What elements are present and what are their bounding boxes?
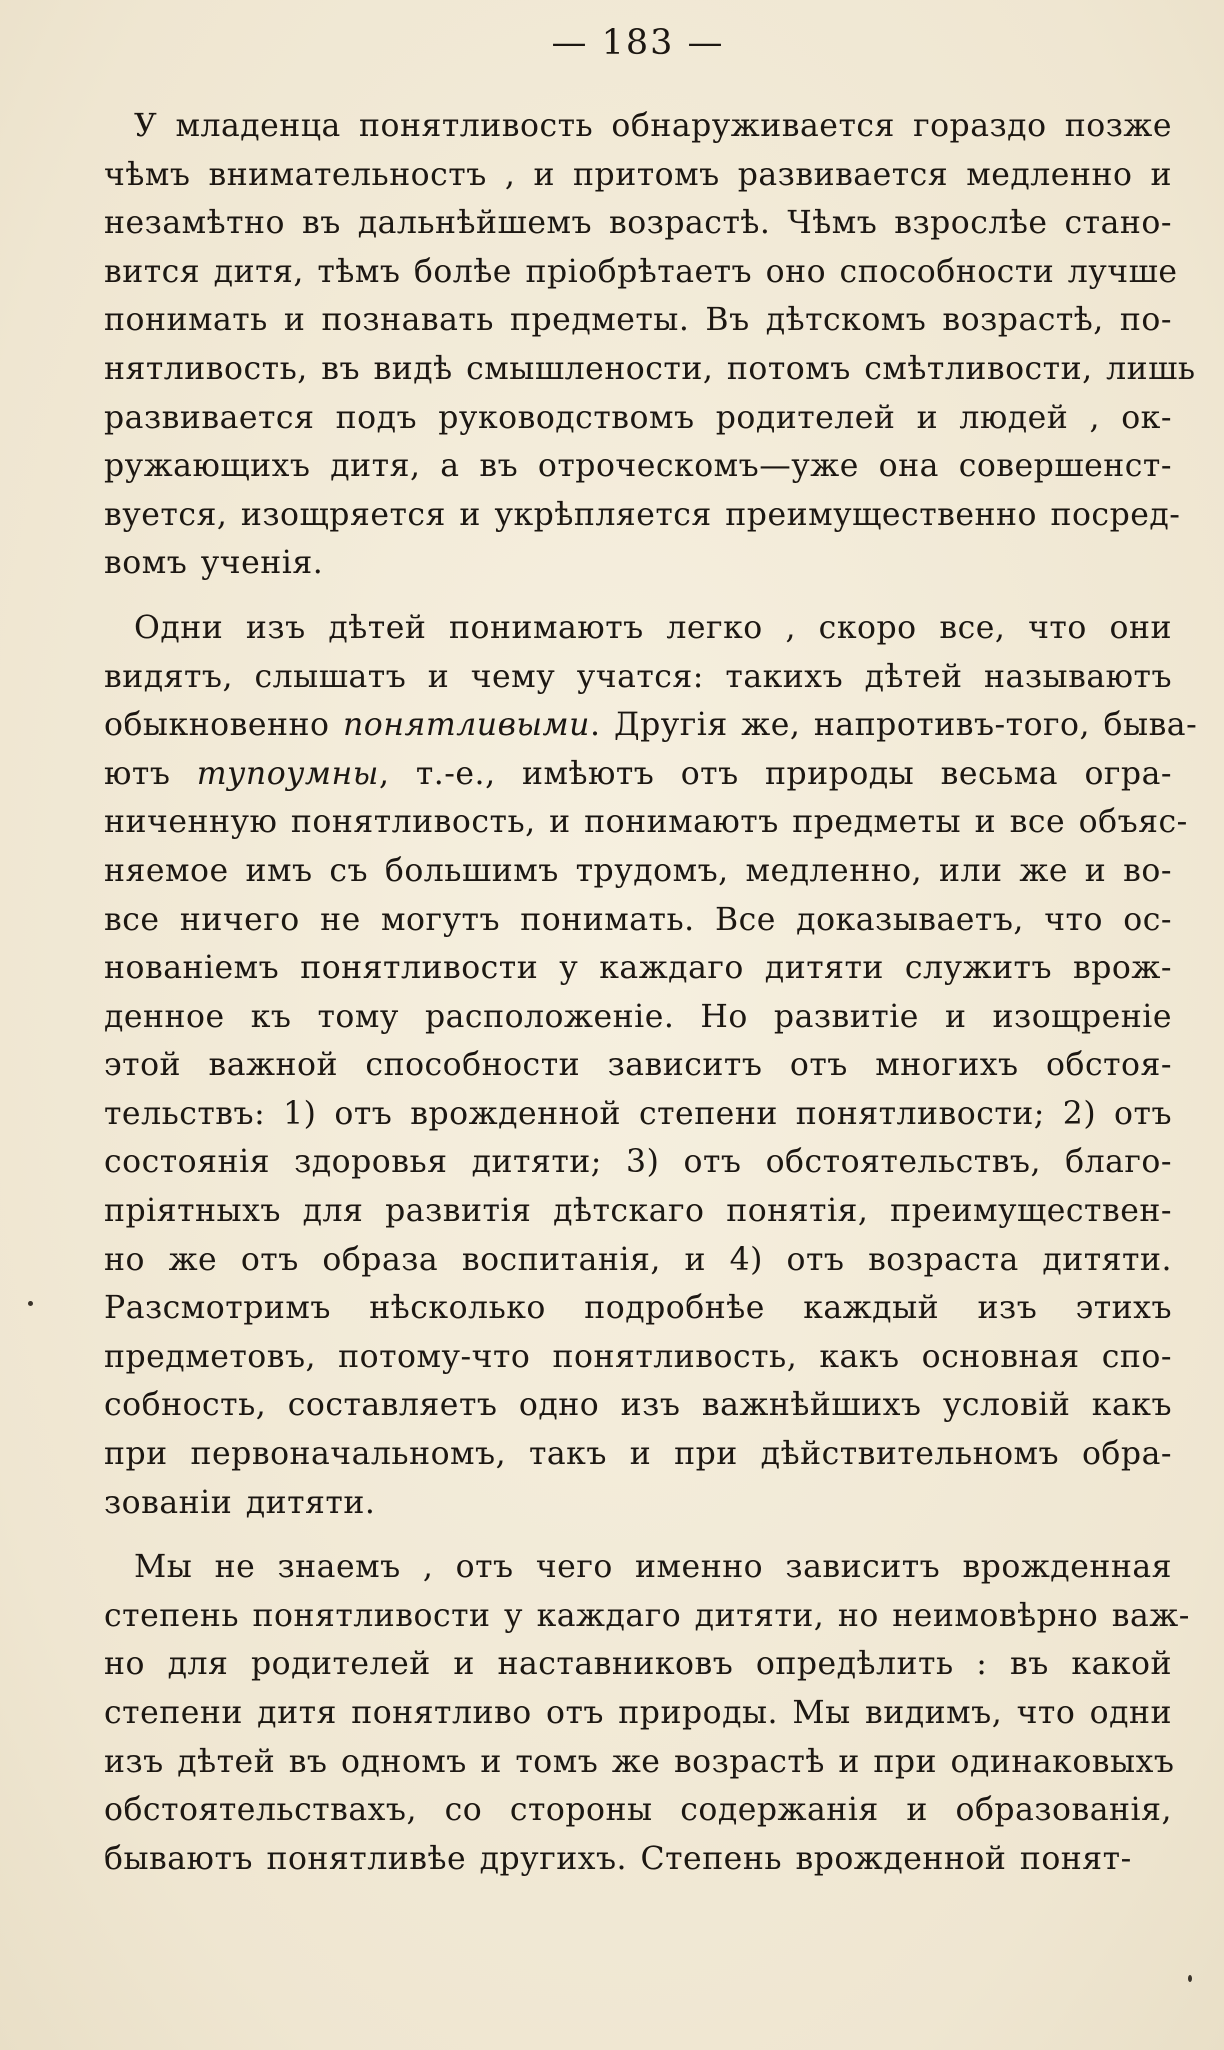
text-line: бываютъ понятливѣе другихъ. Степень врожденной понят-	[104, 1840, 1132, 1877]
page-number: — 183 —	[551, 23, 725, 63]
text-line: нованіемъ понятливости у каждаго дитяти служитъ врож-	[104, 950, 1172, 987]
text-line: зованіи дитяти.	[104, 1484, 376, 1521]
italic-term: тупоумны	[196, 755, 379, 792]
text-line: У младенца понятливость обнаруживается гораздо позже	[134, 108, 1172, 144]
text-line: степень понятливости у каждаго дитяти, но неимовѣрно важ-	[104, 1597, 1190, 1634]
text-line: этой важной способности зависитъ отъ многихъ обстоя-	[104, 1047, 1172, 1084]
text-line: денное къ тому расположеніе. Но развитіе и изощреніе	[104, 998, 1172, 1035]
text-line: все ничего не могутъ понимать. Все доказываетъ, что ос-	[104, 901, 1172, 938]
text-line: нятливость, въ видѣ смышлености, потомъ смѣтливости, лишь	[104, 350, 1196, 387]
text-line: вуется, изощряется и укрѣпляется преимущественно посред-	[104, 496, 1181, 533]
text-line: ружающихъ дитя, а въ отроческомъ—уже она совершенст-	[104, 448, 1172, 485]
text-line: ютъ тупоумны, т.-е., имѣютъ отъ природы весьма огра-	[104, 755, 1172, 792]
margin-speck	[1188, 1975, 1192, 1982]
text-line: развивается подъ руководствомъ родителей и людей , ок-	[104, 399, 1172, 436]
text-line: няемое имъ съ большимъ трудомъ, медленно, или же и во-	[104, 852, 1172, 889]
text-line: понимать и познавать предметы. Въ дѣтскомъ возрастѣ, по-	[104, 302, 1172, 339]
page-body	[104, 102, 1198, 1883]
text-line: обстоятельствахъ, со стороны содержанія и образованія,	[104, 1792, 1172, 1829]
text-line: ниченную понятливость, и понимаютъ предметы и все объяс-	[104, 804, 1188, 841]
text-line: состоянія здоровья дитяти; 3) отъ обстоятельствъ, благо-	[104, 1144, 1172, 1181]
text-line: незамѣтно въ дальнѣйшемъ возрастѣ. Чѣмъ взрослѣе стано-	[104, 205, 1172, 242]
paragraph	[104, 1543, 1190, 1883]
text-line: изъ дѣтей въ одномъ и томъ же возрастѣ и при одинаковыхъ	[104, 1743, 1175, 1780]
text-line: при первоначальномъ, такъ и при дѣйствительномъ обра-	[104, 1436, 1172, 1473]
margin-speck	[28, 1301, 33, 1306]
text-line: Разсмотримъ нѣсколько подробнѣе каждый изъ этихъ	[104, 1290, 1172, 1327]
text-line: собность, составляетъ одно изъ важнѣйшихъ условій какъ	[104, 1387, 1172, 1424]
italic-term: понятливыми	[343, 707, 590, 744]
text-line: предметовъ, потому-что понятливость, какъ основная спо-	[104, 1338, 1172, 1375]
paragraph-gap	[104, 1527, 1172, 1543]
text-line: Одни изъ дѣтей понимаютъ легко , скоро все, что они	[134, 609, 1172, 646]
text-line: вомъ ученія.	[104, 545, 324, 582]
paragraph	[104, 604, 1198, 1527]
text-line: но же отъ образа воспитанія, и 4) отъ возраста дитяти.	[104, 1241, 1172, 1278]
text-line: вится дитя, тѣмъ болѣе пріобрѣтаетъ оно способности лучше	[104, 253, 1178, 290]
text-line: обыкновенно понятливыми. Другія же, напротивъ-того, быва-	[104, 707, 1198, 744]
text-line: Мы не знаемъ , отъ чего именно зависитъ врожденная	[134, 1549, 1172, 1586]
paragraph	[104, 102, 1196, 588]
text-line: тельствъ: 1) отъ врожденной степени понятливости; 2) отъ	[104, 1095, 1172, 1132]
text-line: но для родителей и наставниковъ опредѣлить : въ какой	[104, 1646, 1172, 1683]
paragraph-gap	[104, 588, 1172, 604]
text-line: степени дитя понятливо отъ природы. Мы видимъ, что одни	[104, 1695, 1172, 1731]
text-line: видятъ, слышатъ и чему учатся: такихъ дѣтей называютъ	[104, 658, 1172, 695]
text-line: чѣмъ внимательностъ , и притомъ развивается медленно и	[104, 156, 1172, 193]
text-line: пріятныхъ для развитія дѣтскаго понятія, преимуществен-	[104, 1193, 1172, 1230]
